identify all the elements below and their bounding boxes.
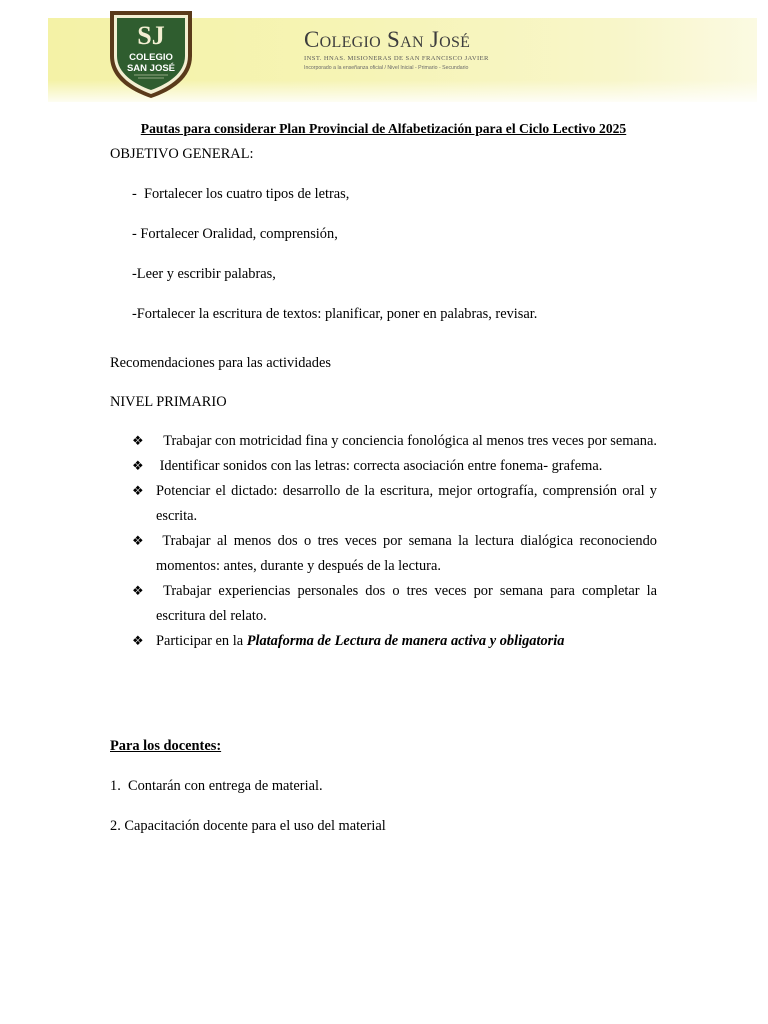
diamond-bullet-icon: ❖ <box>132 458 144 474</box>
document-body <box>110 117 661 854</box>
school-levels: Incorporado a la enseñanza oficial / Nivel Inicial - Primario - Secundario <box>304 65 469 71</box>
list-item <box>110 454 657 479</box>
list-item-text: Participar en la <box>156 632 247 649</box>
nivel-heading: NIVEL PRIMARIO <box>110 393 227 410</box>
platform-emphasis: Plataforma de Lectura de manera activa y obligatoria <box>246 632 565 649</box>
list-item-text: Trabajar con motricidad fina y conciencia fonológica al menos tres veces por semana. <box>156 432 657 449</box>
school-brand <box>304 28 744 71</box>
list-item-text: Trabajar experiencias personales dos o tres veces por semana para completar la escritura del relato. <box>156 582 661 624</box>
list-item <box>110 529 661 579</box>
crest-line-2: SAN JOSÉ <box>126 63 176 74</box>
institution-name: INST. HNAS. MISIONERAS DE SAN FRANCISCO JAVIER <box>304 55 489 62</box>
list-item <box>110 479 657 529</box>
list-item-text: Trabajar al menos dos o tres veces por semana la lectura dialógica reconociendo momentos: antes, durante y después de la lectura. <box>156 532 661 574</box>
crest-monogram: SJ <box>137 21 165 50</box>
docentes-heading: Para los docentes: <box>110 737 222 754</box>
objetivo-item: - Fortalecer los cuatro tipos de letras, <box>132 185 350 202</box>
objetivo-heading: OBJETIVO GENERAL: <box>110 145 254 162</box>
diamond-bullet-icon: ❖ <box>132 433 144 449</box>
diamond-bullet-icon: ❖ <box>132 533 144 549</box>
docentes-item: 2. Capacitación docente para el uso del material <box>110 817 386 834</box>
school-crest-logo <box>106 8 196 100</box>
crest-line-1: COLEGIO <box>129 52 173 63</box>
objetivo-item: - Fortalecer Oralidad, comprensión, <box>132 225 338 242</box>
recomendaciones-heading: Recomendaciones para las actividades <box>110 354 331 371</box>
list-item <box>110 579 661 629</box>
objetivo-item: -Fortalecer la escritura de textos: planificar, poner en palabras, revisar. <box>132 305 538 322</box>
diamond-bullet-icon: ❖ <box>132 483 144 499</box>
list-item <box>110 629 657 654</box>
list-item <box>110 429 657 454</box>
objetivo-item: -Leer y escribir palabras, <box>132 265 276 282</box>
list-item-text: Identificar sonidos con las letras: correcta asociación entre fonema- grafema. <box>156 457 603 474</box>
diamond-bullet-icon: ❖ <box>132 633 144 649</box>
document-title: Pautas para considerar Plan Provincial de Alfabetización para el Ciclo Lectivo 2025 <box>140 121 627 136</box>
docentes-item: 1. Contarán con entrega de material. <box>110 777 323 794</box>
activities-list <box>110 429 661 654</box>
diamond-bullet-icon: ❖ <box>132 583 144 599</box>
list-item-text: Potenciar el dictado: desarrollo de la escritura, mejor ortografía, comprensión oral y escrita. <box>156 482 657 524</box>
school-name: Colegio San José <box>304 27 471 52</box>
